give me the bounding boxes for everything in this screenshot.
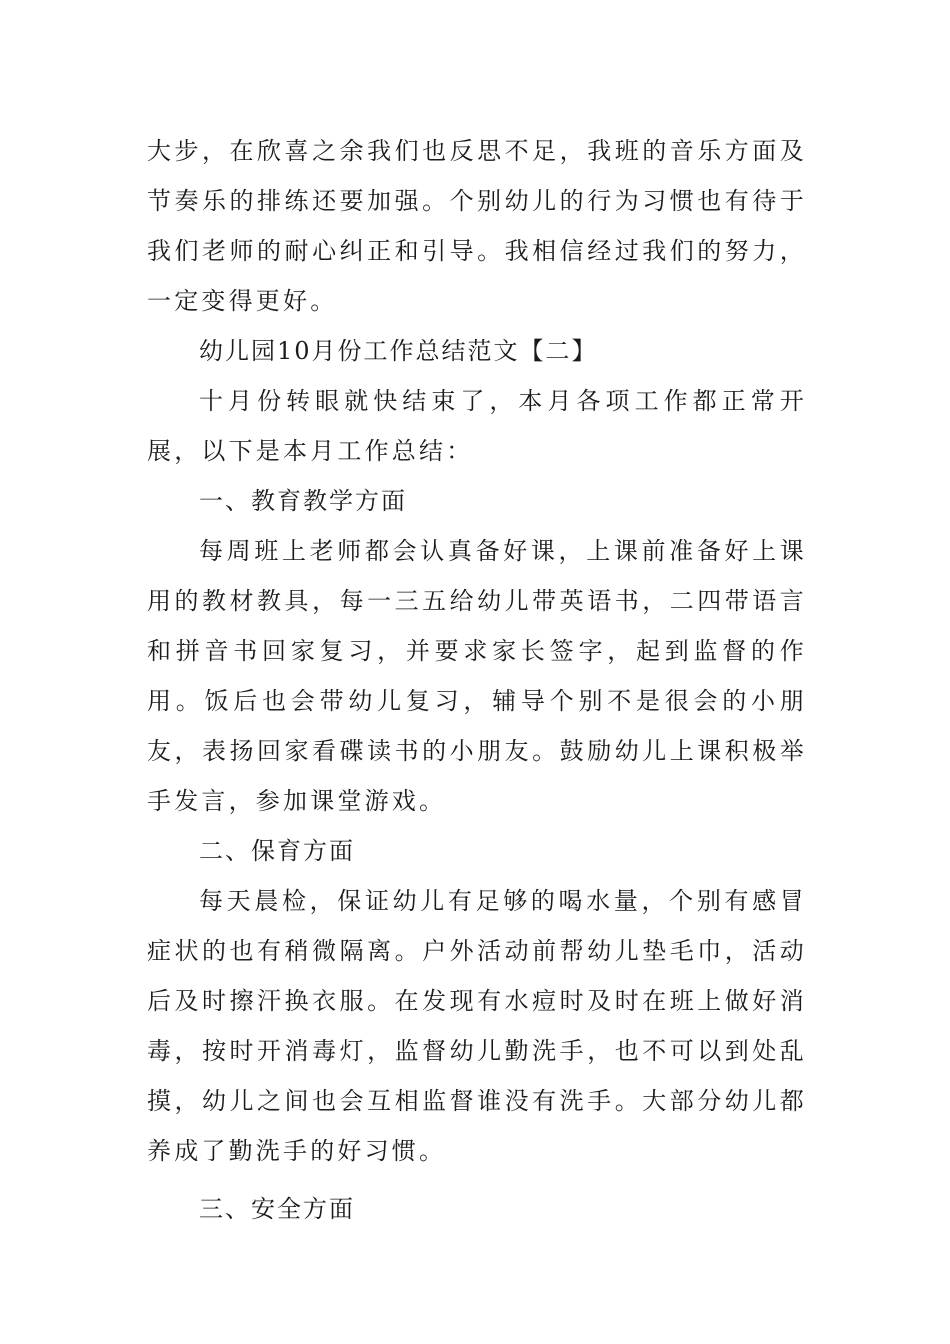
heading-childcare: 二、保育方面 [199,837,355,865]
paragraph-childcare: 每天晨检，保证幼儿有足够的喝水量，个别有感冒症状的也有稍微隔离。户外活动前帮幼儿垫毛巾，活动后及时擦汗换衣服。在发现有水痘时及时在班上做好消毒，按时开消毒灯，监督幼儿勤洗手，也不可以到处乱摸，幼儿之间也会互相监督谁没有洗手。大部分幼儿都养成了勤洗手的好习惯。 [147,887,807,1165]
section-title-summary-two: 幼儿园10月份工作总结范文【二】 [199,337,598,365]
document-page [147,126,807,1234]
paragraph-education-teaching: 每周班上老师都会认真备好课，上课前准备好上课用的教材教具，每一三五给幼儿带英语书，二四带语言和拼音书回家复习，并要求家长签字，起到监督的作用。饭后也会带幼儿复习，辅导个别不是很会的小朋友，表扬回家看碟读书的小朋友。鼓励幼儿上课积极举手发言，参加课堂游戏。 [147,537,807,815]
heading-safety: 三、安全方面 [199,1195,355,1223]
paragraph-intro-continuation: 大步，在欣喜之余我们也反思不足，我班的音乐方面及节奏乐的排练还要加强。个别幼儿的行为习惯也有待于我们老师的耐心纠正和引导。我相信经过我们的努力，一定变得更好。 [147,137,807,315]
heading-education-teaching: 一、教育教学方面 [199,487,407,515]
paragraph-october-overview: 十月份转眼就快结束了，本月各项工作都正常开展，以下是本月工作总结： [147,387,807,465]
